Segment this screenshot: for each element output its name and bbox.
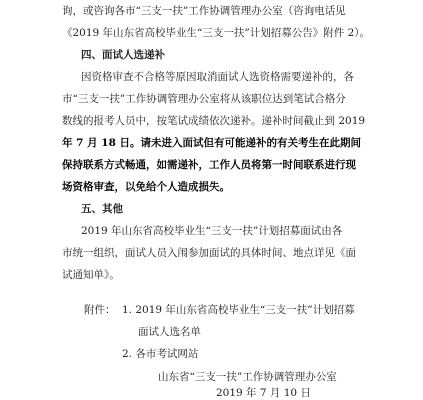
notice-bold-line: 场资格审查，以免给个人造成损失。: [62, 181, 230, 193]
section-heading-5: 五、其他: [81, 203, 123, 215]
body-text-line: 市“三支一扶”工作协调管理办公室将从该职位达到笔试合格分: [62, 93, 346, 105]
body-text-line: 《2019 年山东省高校毕业生“三支一扶”计划招募公告》附件 2）。: [62, 27, 371, 39]
body-text-line: 2019 年山东省高校毕业生“三支一扶”计划招募面试由各: [81, 225, 343, 237]
signature-date: 2019 年 7 月 10 日: [216, 387, 311, 399]
attachment-item-continued: 面试人选名单: [138, 326, 201, 338]
signature-org: 山东省“三支一扶”工作协调管理办公室: [158, 371, 337, 383]
attachment-item: 2. 各市考试网站: [122, 348, 199, 360]
body-text-line: 因资格审查不合格等原因取消面试人选资格需要递补的，各: [81, 71, 354, 83]
notice-bold-line: 保持联系方式畅通，如需递补，工作人员将第一时间联系进行现: [62, 159, 356, 171]
section-heading-4: 四、面试人选递补: [81, 49, 165, 61]
attachments-label: 附件：: [84, 304, 116, 316]
body-text-line: 数线的报考人员中，按笔试成绩依次递补。递补时间截止到 2019: [62, 115, 366, 127]
body-text-line: 试通知单》。: [62, 269, 120, 281]
notice-bold-line: 年 7 月 18 日。请未进入面试但有可能递补的有关考生在此期间: [62, 137, 362, 149]
attachment-item: 1. 2019 年山东省高校毕业生“三支一扶”计划招募: [122, 304, 355, 316]
body-text-line: 市统一组织，面试人员入闱参加面试的具体时间、地点详见《面: [62, 247, 356, 259]
body-text-line: 询，或咨询各市“三支一扶”工作协调管理办公室（咨询电话见: [62, 5, 346, 17]
